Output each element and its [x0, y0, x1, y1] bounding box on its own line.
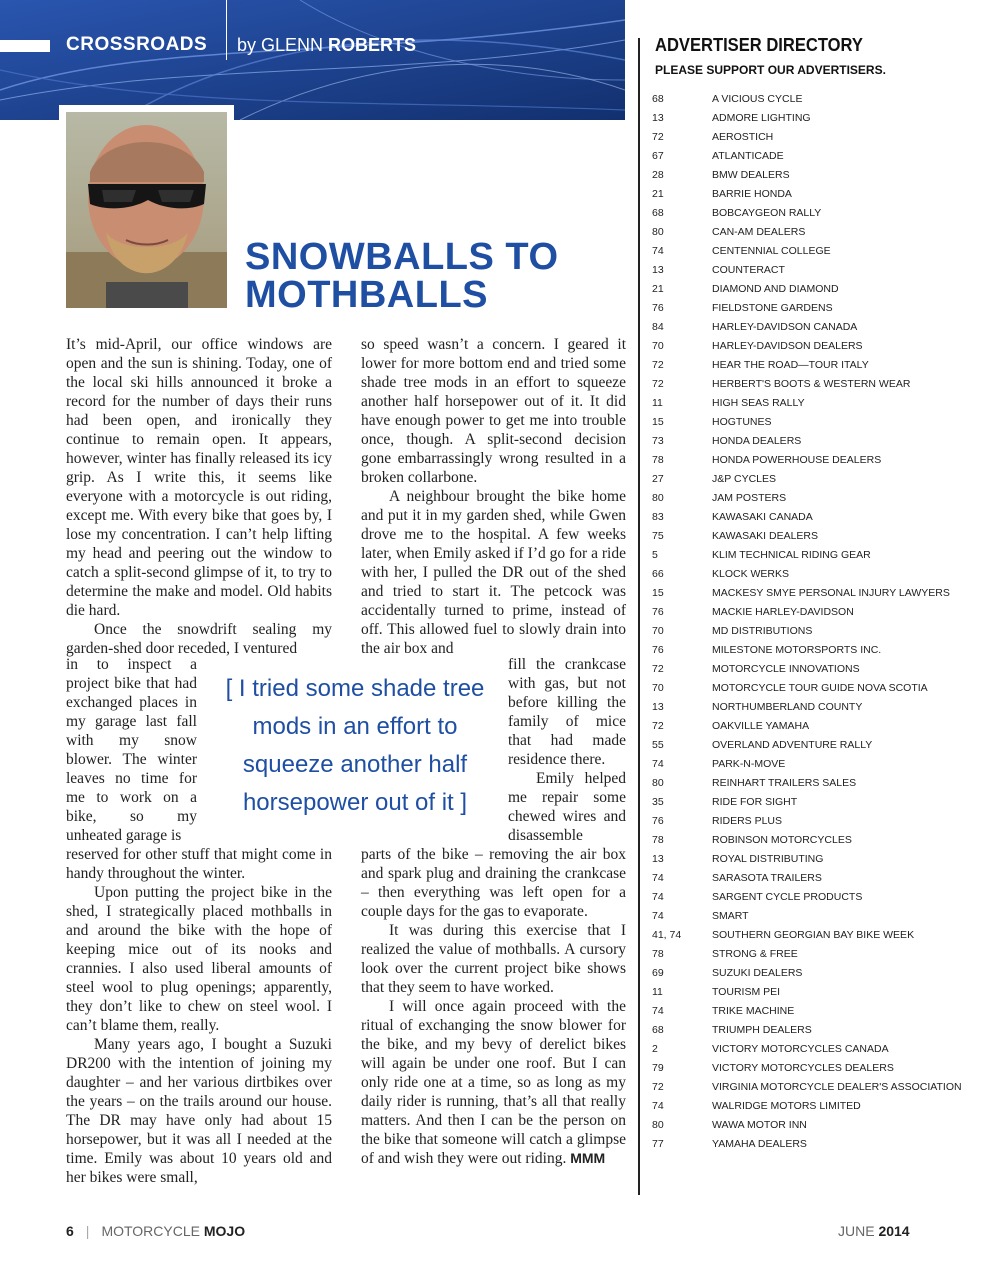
advertiser-entry — [652, 204, 972, 223]
advertiser-page: 15 — [652, 416, 664, 428]
advertiser-name: HONDA POWERHOUSE DEALERS — [712, 454, 882, 466]
advertiser-page: 13 — [652, 112, 664, 124]
advertiser-page: 72 — [652, 378, 664, 390]
advertiser-name: CAN-AM DEALERS — [712, 226, 806, 238]
advertiser-page: 72 — [652, 1081, 664, 1093]
advertiser-entry — [652, 394, 972, 413]
advertiser-entry — [652, 1002, 972, 1021]
advertiser-name: MOTORCYCLE INNOVATIONS — [712, 663, 860, 675]
advertiser-name: NORTHUMBERLAND COUNTY — [712, 701, 863, 713]
advertiser-name: AEROSTICH — [712, 131, 774, 143]
advertiser-page: 77 — [652, 1138, 664, 1150]
advertiser-name: SARASOTA TRAILERS — [712, 872, 822, 884]
advertiser-page: 76 — [652, 644, 664, 656]
advertiser-list — [652, 90, 972, 1154]
advertiser-page: 11 — [652, 986, 663, 998]
advertiser-name: HEAR THE ROAD—TOUR ITALY — [712, 359, 869, 371]
advertiser-entry — [652, 1040, 972, 1059]
advertiser-entry — [652, 90, 972, 109]
advertiser-entry — [652, 850, 972, 869]
advertiser-page: 74 — [652, 245, 664, 257]
advertiser-page: 69 — [652, 967, 664, 979]
advertiser-page: 78 — [652, 948, 664, 960]
advertiser-entry — [652, 299, 972, 318]
advertiser-page: 35 — [652, 796, 664, 808]
advertiser-page: 70 — [652, 625, 664, 637]
advertiser-page: 78 — [652, 454, 664, 466]
advertiser-name: OVERLAND ADVENTURE RALLY — [712, 739, 873, 751]
advertiser-entry — [652, 147, 972, 166]
paragraph: It was during this exercise that I realized the value of mothballs. A cursory look over the current project bike shows that they seem to have worked. — [361, 922, 626, 996]
footer-issue-date — [838, 1223, 910, 1239]
advertiser-name: RIDERS PLUS — [712, 815, 783, 827]
advertiser-name: REINHART TRAILERS SALES — [712, 777, 857, 789]
advertiser-entry — [652, 1135, 972, 1154]
advertiser-name: HOGTUNES — [712, 416, 772, 428]
advertiser-entry — [652, 185, 972, 204]
advertiser-name: ATLANTICADE — [712, 150, 784, 162]
advertiser-entry — [652, 641, 972, 660]
folio-separator: | — [85, 1223, 90, 1239]
advertiser-page: 80 — [652, 1119, 664, 1131]
paragraph-text: I will once again proceed with the ritual of exchanging the snow blower for the bike, and my bevy of derelict bikes will again be under one roof. But I can only ride one at a time, so as long as my daily rider is running, that’s all that really matters. And then I can be the person on the bike that someone will catch a glimpse of and wish they were out riding. — [361, 998, 626, 1167]
advertiser-entry — [652, 1021, 972, 1040]
advertiser-page: 74 — [652, 1100, 664, 1112]
paragraph — [361, 997, 626, 1168]
advertiser-entry — [652, 166, 972, 185]
advertiser-name: OAKVILLE YAMAHA — [712, 720, 810, 732]
advertiser-page: 76 — [652, 606, 664, 618]
advertiser-name: MILESTONE MOTORSPORTS INC. — [712, 644, 882, 656]
paragraph: Once the snowdrift sealing my garden-shed door receded, I ventured — [66, 621, 332, 657]
article-column-2-wrap — [508, 655, 626, 845]
advertiser-page: 74 — [652, 758, 664, 770]
paragraph: fill the crankcase with gas, but not before killing the family of mice that had made residence there. — [508, 656, 626, 768]
advertiser-entry — [652, 926, 972, 945]
magazine-prefix: MOTORCYCLE — [101, 1223, 200, 1239]
advertiser-name: COUNTERACT — [712, 264, 785, 276]
article-title: SNOWBALLS TO MOTHBALLS — [245, 236, 559, 316]
advertiser-name: HERBERT'S BOOTS & WESTERN WEAR — [712, 378, 911, 390]
advertiser-name: WAWA MOTOR INN — [712, 1119, 807, 1131]
advertiser-name: SARGENT CYCLE PRODUCTS — [712, 891, 863, 903]
header-banner — [0, 0, 625, 120]
advertiser-entry — [652, 489, 972, 508]
advertiser-page: 66 — [652, 568, 664, 580]
advertiser-entry — [652, 736, 972, 755]
directory-subtitle: PLEASE SUPPORT OUR ADVERTISERS. — [655, 63, 886, 77]
byline-by: by GLENN — [237, 35, 324, 55]
advertiser-name: FIELDSTONE GARDENS — [712, 302, 833, 314]
article-column-2 — [361, 335, 626, 658]
magazine-name: MOJO — [203, 1223, 246, 1239]
advertiser-page: 80 — [652, 492, 664, 504]
advertiser-entry — [652, 869, 972, 888]
advertiser-page: 28 — [652, 169, 664, 181]
advertiser-name: KAWASAKI CANADA — [712, 511, 813, 523]
advertiser-entry — [652, 793, 972, 812]
advertiser-name: STRONG & FREE — [712, 948, 798, 960]
advertiser-entry — [652, 774, 972, 793]
advertiser-name: HARLEY-DAVIDSON DEALERS — [712, 340, 863, 352]
advertiser-name: KAWASAKI DEALERS — [712, 530, 819, 542]
advertiser-page: 79 — [652, 1062, 664, 1074]
advertiser-page: 78 — [652, 834, 664, 846]
advertiser-entry — [652, 128, 972, 147]
advertiser-page: 72 — [652, 663, 664, 675]
paragraph: It’s mid-April, our office windows are open and the sun is shining. Today, one of the local ski hills announced it broke a record for the number of days their runs had been open, and ironically they continue to remain open. It appears, however, winter has finally released its icy grip. As I write this, it seems like everyone with a motorcycle is out riding, except me. With every bike that goes by, I lose my concentration. I can’t help lifting my head and peering out the window to catch a split-second glimpse of it, to try to determine the make and model. Old habits die hard. — [66, 336, 332, 619]
advertiser-entry — [652, 413, 972, 432]
advertiser-entry — [652, 907, 972, 926]
advertiser-page: 84 — [652, 321, 664, 333]
advertiser-entry — [652, 356, 972, 375]
advertiser-entry — [652, 337, 972, 356]
advertiser-page: 27 — [652, 473, 664, 485]
advertiser-name: ROYAL DISTRIBUTING — [712, 853, 824, 865]
advertiser-entry — [652, 698, 972, 717]
advertiser-name: ADMORE LIGHTING — [712, 112, 811, 124]
advertiser-entry — [652, 375, 972, 394]
advertiser-entry — [652, 1097, 972, 1116]
advertiser-name: ROBINSON MOTORCYCLES — [712, 834, 852, 846]
advertiser-entry — [652, 888, 972, 907]
byline-author: ROBERTS — [328, 35, 417, 55]
author-photo — [66, 112, 227, 308]
header-divider — [226, 0, 227, 60]
advertiser-entry — [652, 679, 972, 698]
advertiser-entry — [652, 318, 972, 337]
advertiser-name: KLOCK WERKS — [712, 568, 790, 580]
advertiser-entry — [652, 508, 972, 527]
article-column-1-wrap — [66, 655, 197, 845]
advertiser-entry — [652, 831, 972, 850]
paragraph: Emily helped me repair some chewed wires and disassemble — [508, 770, 626, 844]
advertiser-entry — [652, 546, 972, 565]
advertiser-page: 13 — [652, 701, 664, 713]
advertiser-entry — [652, 565, 972, 584]
advertiser-page: 83 — [652, 511, 664, 523]
advertiser-name: KLIM TECHNICAL RIDING GEAR — [712, 549, 871, 561]
byline — [237, 35, 416, 56]
directory-title: ADVERTISER DIRECTORY — [655, 35, 863, 55]
advertiser-entry — [652, 1059, 972, 1078]
author-portrait — [59, 105, 234, 315]
advertiser-entry — [652, 945, 972, 964]
advertiser-name: MACKIE HARLEY-DAVIDSON — [712, 606, 854, 618]
advertiser-entry — [652, 603, 972, 622]
advertiser-page: 11 — [652, 397, 663, 409]
advertiser-name: J&P CYCLES — [712, 473, 776, 485]
article-column-1 — [66, 335, 332, 658]
paragraph: Many years ago, I bought a Suzuki DR200 with the intention of joining my daughter – and her various dirtbikes over the years – on the trails around our house. The DR may have only had about 15 horsepower, but it was all I needed at the time. Emily was about 10 years old and her bikes were small, — [66, 1036, 332, 1186]
advertiser-name: VICTORY MOTORCYCLES DEALERS — [712, 1062, 894, 1074]
article-column-1-continued — [66, 845, 332, 1187]
advertiser-entry — [652, 432, 972, 451]
advertiser-page: 74 — [652, 1005, 664, 1017]
advertiser-name: SOUTHERN GEORGIAN BAY BIKE WEEK — [712, 929, 915, 941]
advertiser-page: 21 — [652, 283, 664, 295]
advertiser-page: 68 — [652, 207, 664, 219]
advertiser-entry — [652, 983, 972, 1002]
advertiser-page: 13 — [652, 853, 664, 865]
advertiser-page: 68 — [652, 93, 664, 105]
paragraph: reserved for other stuff that might come in handy throughout the winter. — [66, 846, 332, 882]
advertiser-page: 74 — [652, 891, 664, 903]
advertiser-entry — [652, 470, 972, 489]
pull-quote: [ I tried some shade tree mods in an effort to squeeze another half horsepower out of it ] — [225, 675, 485, 816]
advertiser-page: 74 — [652, 872, 664, 884]
advertiser-name: HIGH SEAS RALLY — [712, 397, 805, 409]
advertiser-entry — [652, 223, 972, 242]
advertiser-entry — [652, 242, 972, 261]
paragraph: Upon putting the project bike in the shed, I strategically placed mothballs in and around the bike with the hope of keeping mice out of its nooks and crannies. I also used liberal amounts of steel wool to plug openings; apparently, they don’t like to chew on steel wool. I can’t blame them, really. — [66, 884, 332, 1034]
advertiser-page: 21 — [652, 188, 664, 200]
advertiser-page: 74 — [652, 910, 664, 922]
advertiser-page: 75 — [652, 530, 664, 542]
advertiser-entry — [652, 1116, 972, 1135]
advertiser-page: 72 — [652, 359, 664, 371]
advertiser-name: VICTORY MOTORCYCLES CANADA — [712, 1043, 889, 1055]
advertiser-name: DIAMOND AND DIAMOND — [712, 283, 839, 295]
advertiser-name: JAM POSTERS — [712, 492, 787, 504]
advertiser-name: MOTORCYCLE TOUR GUIDE NOVA SCOTIA — [712, 682, 928, 694]
advertiser-entry — [652, 717, 972, 736]
advertiser-page: 72 — [652, 720, 664, 732]
advertiser-page: 76 — [652, 815, 664, 827]
advertiser-entry — [652, 964, 972, 983]
advertiser-name: CENTENNIAL COLLEGE — [712, 245, 831, 257]
advertiser-name: SMART — [712, 910, 749, 922]
advertiser-page: 70 — [652, 340, 664, 352]
column-divider — [638, 38, 640, 1195]
advertiser-page: 15 — [652, 587, 664, 599]
advertiser-name: BARRIE HONDA — [712, 188, 792, 200]
advertiser-name: A VICIOUS CYCLE — [712, 93, 803, 105]
section-tag-bar — [0, 40, 50, 52]
advertiser-page: 76 — [652, 302, 664, 314]
advertiser-page: 80 — [652, 226, 664, 238]
advertiser-entry — [652, 280, 972, 299]
advertiser-page: 55 — [652, 739, 664, 751]
section-label: CROSSROADS — [66, 34, 208, 55]
article-column-2-continued — [361, 845, 626, 1168]
advertiser-name: TOURISM PEI — [712, 986, 781, 998]
end-mark: MMM — [570, 1150, 606, 1166]
advertiser-name: MD DISTRIBUTIONS — [712, 625, 813, 637]
advertiser-name: SUZUKI DEALERS — [712, 967, 803, 979]
advertiser-entry — [652, 584, 972, 603]
advertiser-page: 67 — [652, 150, 664, 162]
advertiser-name: PARK-N-MOVE — [712, 758, 786, 770]
page-number: 6 — [66, 1223, 74, 1239]
advertiser-name: WALRIDGE MOTORS LIMITED — [712, 1100, 861, 1112]
advertiser-name: VIRGINIA MOTORCYCLE DEALER'S ASSOCIATION — [712, 1081, 962, 1093]
footer-folio — [66, 1223, 245, 1239]
advertiser-page: 72 — [652, 131, 664, 143]
advertiser-name: BOBCAYGEON RALLY — [712, 207, 822, 219]
advertiser-entry — [652, 812, 972, 831]
advertiser-entry — [652, 451, 972, 470]
advertiser-page: 80 — [652, 777, 664, 789]
advertiser-name: HONDA DEALERS — [712, 435, 802, 447]
advertiser-entry — [652, 622, 972, 641]
advertiser-page: 2 — [652, 1043, 658, 1055]
advertiser-name: BMW DEALERS — [712, 169, 790, 181]
paragraph: parts of the bike – removing the air box and spark plug and draining the crankcase – then everything was left open for a couple days for the gas to evaporate. — [361, 846, 626, 920]
advertiser-page: 70 — [652, 682, 664, 694]
advertiser-entry — [652, 527, 972, 546]
advertiser-page: 41, 74 — [652, 929, 682, 941]
advertiser-name: MACKESY SMYE PERSONAL INJURY LAWYERS — [712, 587, 950, 599]
issue-year: 2014 — [878, 1223, 910, 1239]
banner-swoosh-graphic — [0, 0, 625, 120]
advertiser-page: 73 — [652, 435, 664, 447]
paragraph: so speed wasn’t a concern. I geared it lower for more bottom end and tried some shade tree mods in an effort to squeeze another half horsepower out of it. It did have enough power to get me into trouble once, though. A split-second decision gone embarrassingly wrong resulted in a broken collarbone. — [361, 336, 626, 486]
advertiser-name: TRIKE MACHINE — [712, 1005, 795, 1017]
paragraph: A neighbour brought the bike home and put it in my garden shed, while Gwen drove me to the hospital. A few weeks later, when Emily asked if I’d go for a ride with her, I pulled the DR out of the shed and tried to start it. The petcock was accidentally turned to prime, instead of off. This allowed fuel to slowly drain into the air box and — [361, 488, 626, 657]
issue-month: JUNE — [838, 1223, 875, 1239]
advertiser-page: 13 — [652, 264, 664, 276]
advertiser-page: 5 — [652, 549, 658, 561]
advertiser-entry — [652, 755, 972, 774]
advertiser-name: TRIUMPH DEALERS — [712, 1024, 812, 1036]
advertiser-entry — [652, 660, 972, 679]
advertiser-entry — [652, 109, 972, 128]
advertiser-name: YAMAHA DEALERS — [712, 1138, 807, 1150]
advertiser-name: HARLEY-DAVIDSON CANADA — [712, 321, 858, 333]
advertiser-entry — [652, 1078, 972, 1097]
advertiser-name: RIDE FOR SIGHT — [712, 796, 798, 808]
advertiser-page: 68 — [652, 1024, 664, 1036]
advertiser-entry — [652, 261, 972, 280]
paragraph: in to inspect a project bike that had exchanged places in my garage last fall with my snow blower. The winter leaves no time for me to work on a bike, so my unheated garage is — [66, 656, 197, 844]
